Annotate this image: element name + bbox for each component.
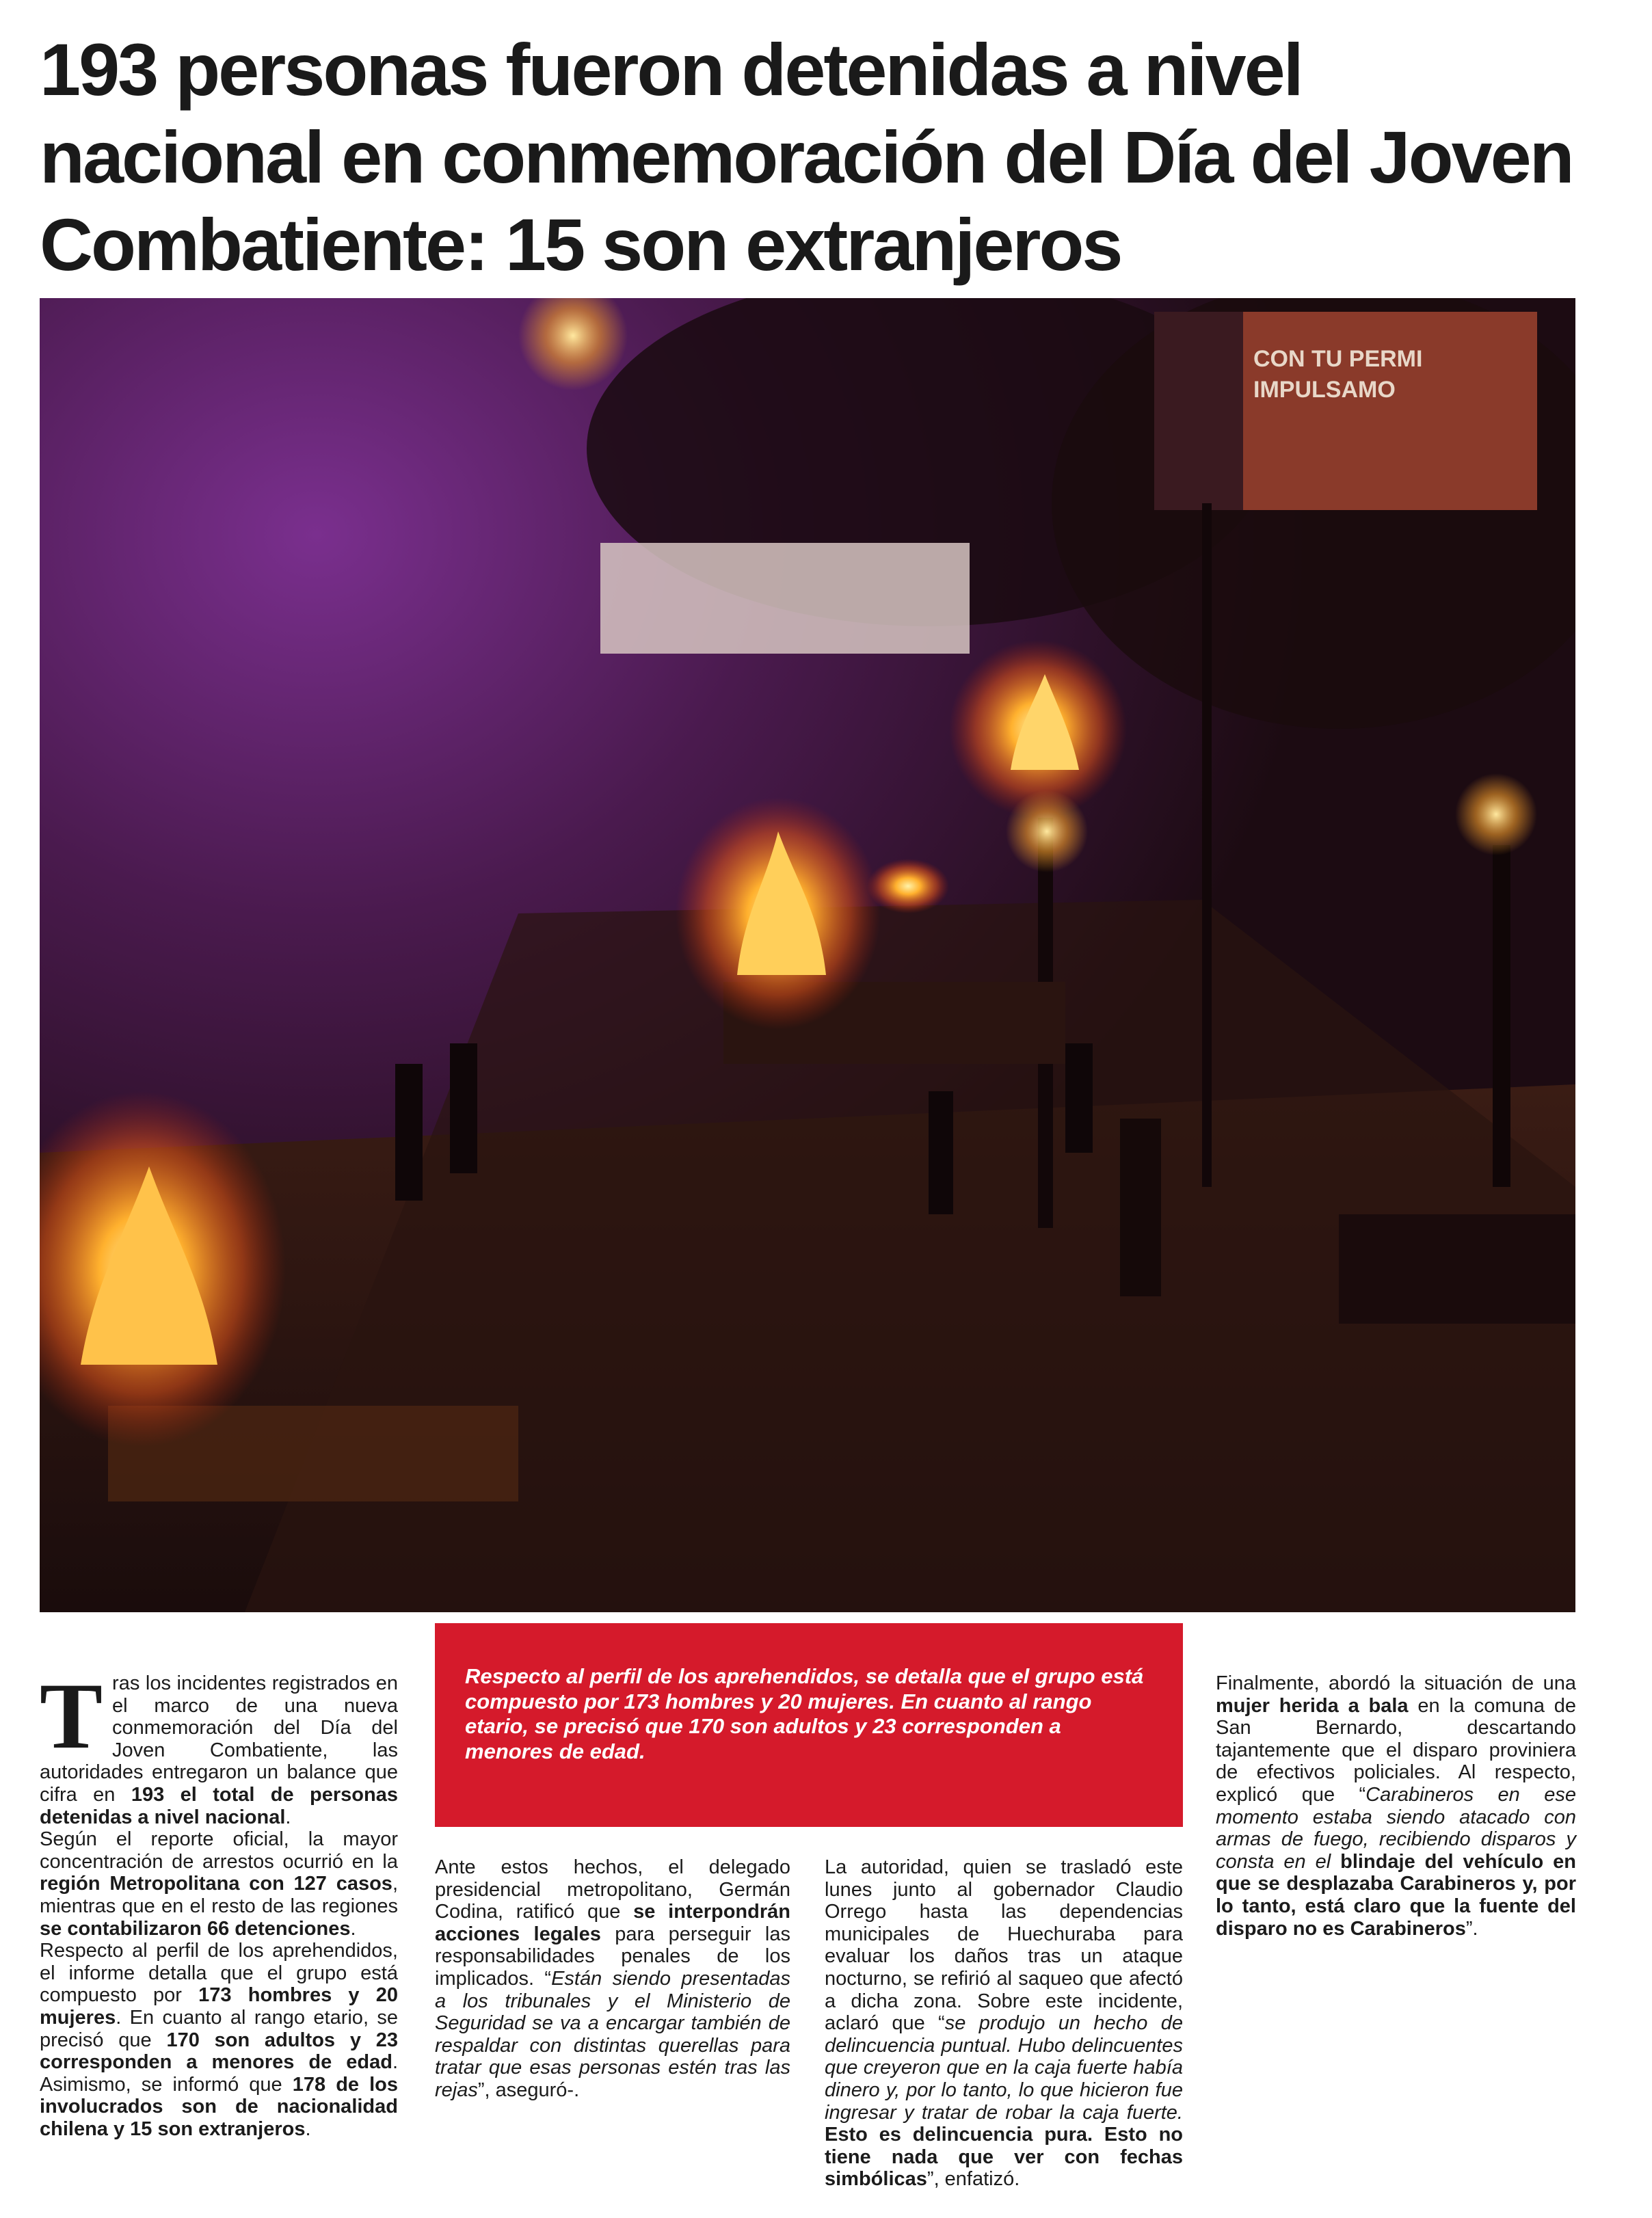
paragraph-6 <box>1216 1672 1576 1940</box>
text: Ante estos hechos, el delegado presidencial metropolitano, Germán Codina, ratificó que <box>435 1856 790 1923</box>
article-column-2 <box>435 1856 790 2102</box>
text: . <box>350 1917 356 1940</box>
text: blindaje del vehículo en que se desplazaba Carabineros y, por lo tanto, está claro que la fuente del disparo no es Carabineros <box>1216 1850 1576 1940</box>
text: Están siendo presentadas a los tribunales y el Ministerio de Seguridad se va a encargar también de respaldar con distintas querellas para tratar que esas personas estén tras las rejas <box>435 1967 791 2101</box>
text: Esto es delincuencia pura. Esto no tiene nada que ver con fechas simbólicas <box>825 2124 1183 2191</box>
text: Según el reporte oficial, la mayor concentración de arrestos ocurrió en la <box>40 1828 398 1873</box>
billboard-text-1: CON TU PERMI <box>1253 346 1423 372</box>
text: 178 de los involucrados son de nacionalidad chilena y 15 son extranjeros <box>40 2073 399 2140</box>
drop-cap: T <box>40 1664 103 1768</box>
article-column-4 <box>1216 1672 1576 1940</box>
text: . <box>305 2117 311 2140</box>
text: ”, aseguró-. <box>477 2079 580 2101</box>
text: región Metropolitana con 127 casos <box>40 1873 392 1895</box>
text: en la comuna de San Bernardo, descartando tajantemente que el disparo proviniera de efectivos policiales. Al respecto, explicó que “ <box>1216 1694 1577 1806</box>
text: se produjo un hecho de delincuencia puntual. Hubo delincuentes que creyeron que en la caja fuerte había dinero y, por lo tanto, lo que hicieron fue ingresar y tratar de robar la caja fuerte. <box>825 2012 1183 2124</box>
article-photo <box>40 298 1575 1612</box>
text: mujer herida a bala <box>1216 1694 1409 1717</box>
article-column-3 <box>825 1856 1183 2191</box>
article-column-1 <box>40 1664 399 2140</box>
text: . En cuanto al rango etario, se precisó que <box>40 2006 398 2051</box>
pull-quote <box>435 1623 1183 1827</box>
billboard-text-2: IMPULSAMO <box>1253 377 1396 403</box>
text: se contabilizaron 66 detenciones <box>40 1917 351 1940</box>
paragraph-3 <box>40 1940 398 2140</box>
text: Carabineros en ese momento estaba siendo atacado con armas de fuego, recibiendo disparos y consta en el <box>1216 1783 1576 1873</box>
pull-quote-text: Respecto al perfil de los aprehendidos, se detalla que el grupo está compuesto por 173 hombres y 20 mujeres. En cuanto al rango etario, se precisó que 170 son adultos y 23 corresponden a menores de edad. <box>465 1664 1144 1763</box>
paragraph-4 <box>435 1856 790 2102</box>
paragraph-2 <box>40 1828 398 1940</box>
text: Respecto al perfil de los aprehendidos, el informe detalla que el grupo está compuesto por <box>40 1940 398 2007</box>
text: se interpondrán acciones legales <box>435 1901 790 1945</box>
text: ”, enfatizó. <box>927 2168 1020 2191</box>
text: , mientras que en el resto de las regiones <box>40 1873 398 1917</box>
text: ”. <box>1465 1917 1478 1940</box>
article-headline: 193 personas fueron detenidas a nivel nacional en conmemoración del Día del Joven Combatiente: 15 son extranjeros <box>40 28 1573 286</box>
text: ras los incidentes registrados en el marco de una nueva conmemoración del Día del Joven Combatiente, las autoridades entregaron un balance que cifra en <box>40 1672 398 1806</box>
text: 170 son adultos y 23 corresponden a menores de edad <box>40 2029 398 2074</box>
paragraph-1 <box>40 1664 398 1828</box>
paragraph-5 <box>825 1856 1183 2191</box>
text: para perseguir las responsabilidades penales de los implicados. “ <box>435 1923 791 1990</box>
text: La autoridad, quien se trasladó este lunes junto al gobernador Claudio Orrego hasta las dependencias municipales de Huechuraba para evaluar los daños tras un ataque nocturno, se refirió al saqueo que afectó a dicha zona. Sobre este incidente, aclaró que “ <box>825 1856 1183 2035</box>
text: 193 el total de personas detenidas a nivel nacional <box>40 1783 398 1828</box>
text: 173 hombres y 20 mujeres <box>40 1984 398 2029</box>
text: . Asimismo, se informó que <box>40 2051 398 2096</box>
text: . <box>285 1806 291 1828</box>
text: Finalmente, abordó la situación de una <box>1216 1672 1576 1694</box>
